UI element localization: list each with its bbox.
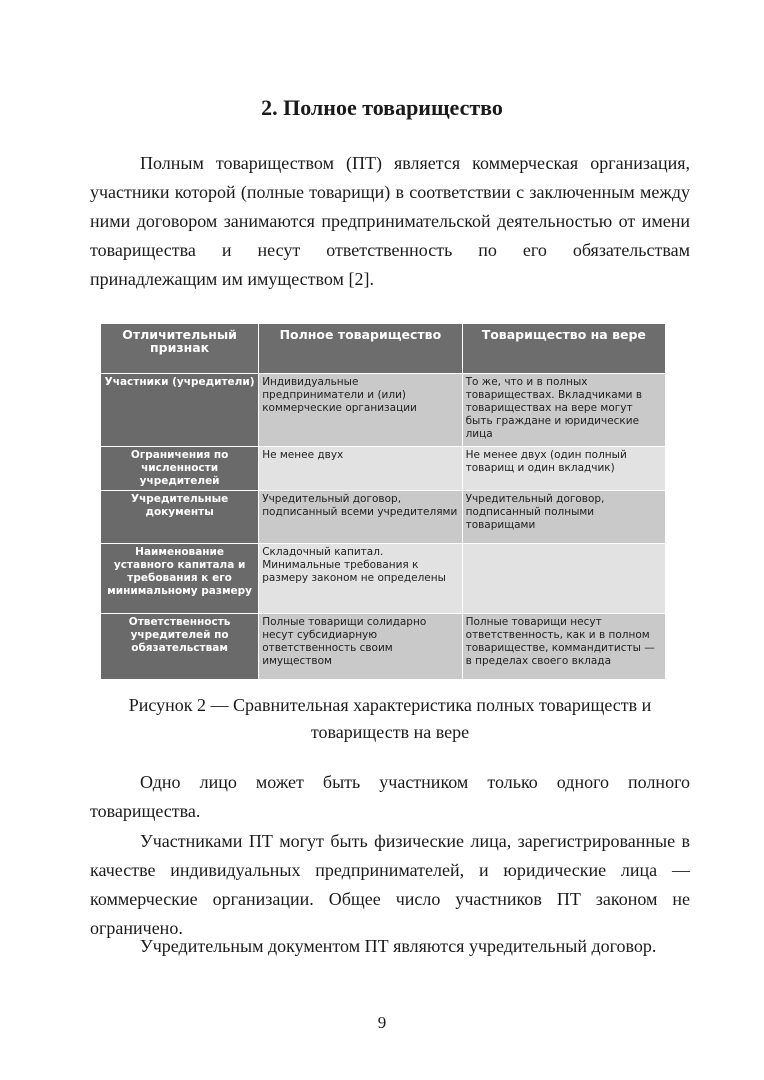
comparison-table (100, 323, 666, 679)
row-full: Индивидуальные предприниматели и (или) коммерческие организации (259, 374, 462, 447)
row-limited: Полные товарищи несут ответственность, как и в полном товариществе, коммандитисты — в пределах своего вклада (462, 614, 665, 680)
row-limited: Учредительный договор, подписанный полными товарищами (462, 491, 665, 544)
page-title: 2. Полное товарищество (261, 95, 503, 120)
row-limited: То же, что и в полных товариществах. Вкладчиками в товариществах на вере могут быть граждане и юридические лица (462, 374, 665, 447)
body-paragraph: Участниками ПТ могут быть физические лица, зарегистрированные в качестве индивидуальных предпринимателей, и юридические лица — коммерческие организации. Общее число участников ПТ законом не ограничено. (90, 831, 690, 938)
row-full: Полные товарищи солидарно несут субсидиарную ответственность своим имуществом (259, 614, 462, 680)
header-limited-partnership: Товарищество на вере (462, 324, 665, 374)
table-row (101, 447, 666, 491)
table-row (101, 491, 666, 544)
table-row (101, 544, 666, 614)
row-feature: Ограничения по численности учредителей (101, 447, 259, 491)
intro-paragraph: Полным товариществом (ПТ) является коммерческая организация, участники которой (полные товарищи) в соответствии с заключенным между ними договором занимаются предпринимательской деятельностью от имени товарищества и несут ответственность по его обязательствам принадлежащим им имуществом [2]. (90, 153, 690, 289)
row-limited: Не менее двух (один полный товарищ и один вкладчик) (462, 447, 665, 491)
body-paragraph: Одно лицо может быть участником только одного полного товарищества. (90, 772, 690, 821)
row-feature: Учредительные документы (101, 491, 259, 544)
row-full: Складочный капитал. Минимальные требования к размеру законом не определены (259, 544, 462, 614)
row-feature: Наименование уставного капитала и требования к его минимальному размеру (101, 544, 259, 614)
row-full: Не менее двух (259, 447, 462, 491)
body-paragraph: Учредительным документом ПТ являются учредительный договор. (140, 936, 657, 956)
header-full-partnership: Полное товарищество (259, 324, 462, 374)
page-number: 9 (377, 1013, 387, 1032)
table-header-row (101, 324, 666, 374)
row-feature: Участники (учредители) (101, 374, 259, 447)
row-full: Учредительный договор, подписанный всеми учредителями (259, 491, 462, 544)
table-row (101, 374, 666, 447)
comparison-figure (100, 323, 666, 679)
table-row (101, 614, 666, 680)
header-feature: Отличительный признак (101, 324, 259, 374)
figure-caption: Рисунок 2 — Сравнительная характеристика полных товариществ и товариществ на вере (128, 695, 652, 742)
row-feature: Ответственность учредителей по обязательствам (101, 614, 259, 680)
row-limited (462, 544, 665, 614)
